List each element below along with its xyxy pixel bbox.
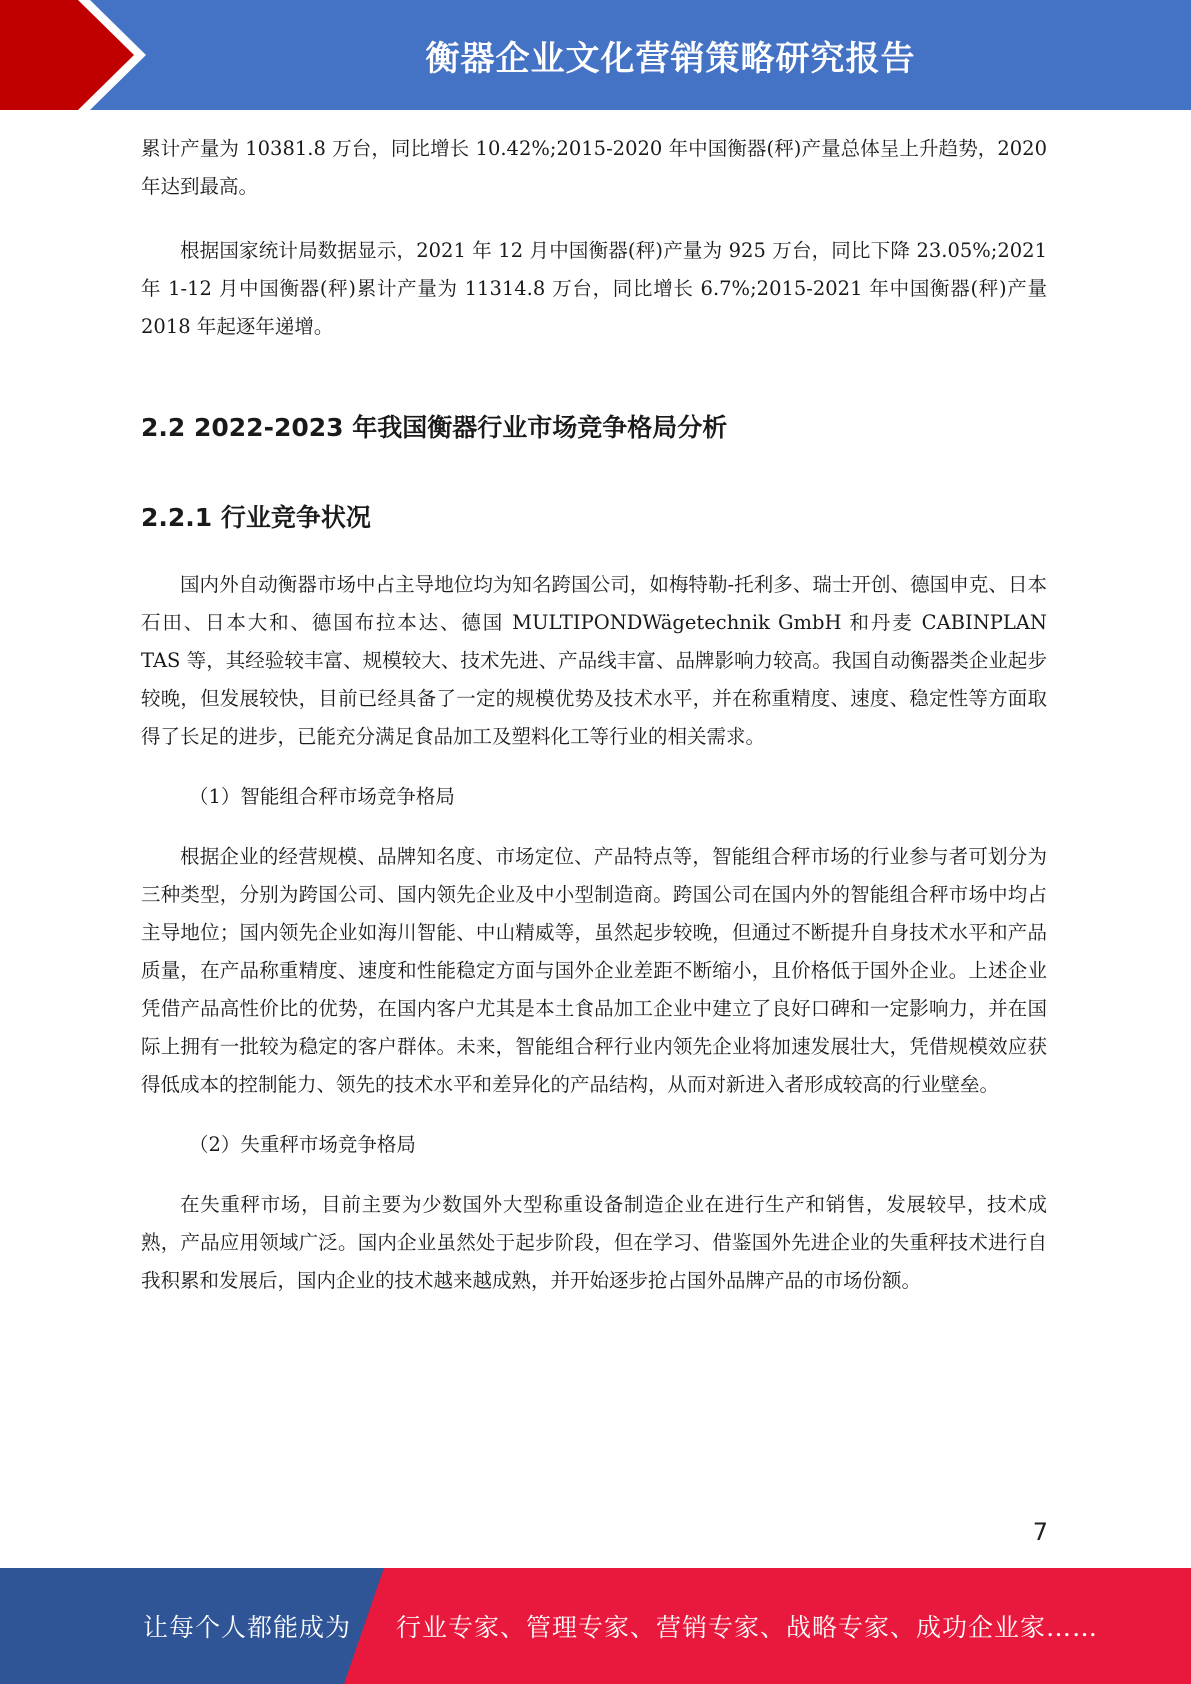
page-header bbox=[0, 0, 1191, 110]
subheading-combination-scale: （1）智能组合秤市场竞争格局 bbox=[189, 785, 455, 808]
footer-slogan-left: 让每个人都能成为 bbox=[143, 1613, 352, 1642]
page-footer bbox=[0, 1568, 1191, 1684]
paragraph-competition-overview: 国内外自动衡器市场中占主导地位均为知名跨国公司，如梅特勒-托利多、瑞士开创、德国申克、日本石田、日本大和、德国布拉本达、德国 MULTIPONDWägetechnik GmbH 和丹麦 CABINPLAN TAS 等，其经验较丰富、规模较大、技术先进、产品线丰富、品牌影响力较高。我国自动衡器类企业起步较晚，但发展较快，目前已经具备了一定的规模优势及技术水平，并在称重精度、速度、稳定性等方面取得了长足的进步，已能充分满足食品加工及塑料化工等行业的相关需求。 bbox=[141, 573, 1047, 748]
paragraph-loss-in-weight-scale: 在失重秤市场，目前主要为少数国外大型称重设备制造企业在进行生产和销售，发展较早，技术成熟，产品应用领域广泛。国内企业虽然处于起步阶段，但在学习、借鉴国外先进企业的失重秤技术进行自我积累和发展后，国内企业的技术越来越成熟，并开始逐步抢占国外品牌产品的市场份额。 bbox=[141, 1193, 1047, 1292]
subsection-heading: 2.2.1 行业竞争状况 bbox=[141, 503, 371, 532]
footer-slogan-right: 行业专家、管理专家、营销专家、战略专家、成功企业家…… bbox=[396, 1613, 1099, 1642]
page-content bbox=[141, 130, 1047, 1300]
section-heading: 2.2 2022-2023 年我国衡器行业市场竞争格局分析 bbox=[141, 413, 728, 442]
paragraph-combination-scale: 根据企业的经营规模、品牌知名度、市场定位、产品特点等，智能组合秤市场的行业参与者可划分为三种类型，分别为跨国公司、国内领先企业及中小型制造商。跨国公司在国内外的智能组合秤市场中均占主导地位；国内领先企业如海川智能、中山精威等，虽然起步较晚，但通过不断提升自身技术水平和产品质量，在产品称重精度、速度和性能稳定方面与国外企业差距不断缩小，且价格低于国外企业。上述企业凭借产品高性价比的优势，在国内客户尤其是本土食品加工企业中建立了良好口碑和一定影响力，并在国际上拥有一批较为稳定的客户群体。未来，智能组合秤行业内领先企业将加速发展壮大，凭借规模效应获得低成本的控制能力、领先的技术水平和差异化的产品结构，从而对新进入者形成较高的行业壁垒。 bbox=[141, 845, 1047, 1096]
subheading-loss-in-weight-scale: （2）失重秤市场竞争格局 bbox=[189, 1133, 416, 1156]
report-title: 衡器企业文化营销策略研究报告 bbox=[425, 38, 916, 79]
paragraph-production-2020: 累计产量为 10381.8 万台，同比增长 10.42%;2015-2020 年中国衡器(秤)产量总体呈上升趋势，2020 年达到最高。 bbox=[141, 137, 1047, 198]
paragraph-production-2021: 根据国家统计局数据显示，2021 年 12 月中国衡器(秤)产量为 925 万台，同比下降 23.05%;2021 年 1-12 月中国衡器(秤)累计产量为 11314.8 万台，同比增长 6.7%;2015-2021 年中国衡器(秤)产量 2018 年起逐年递增。 bbox=[141, 239, 1047, 338]
page-number: 7 bbox=[1032, 1518, 1048, 1546]
